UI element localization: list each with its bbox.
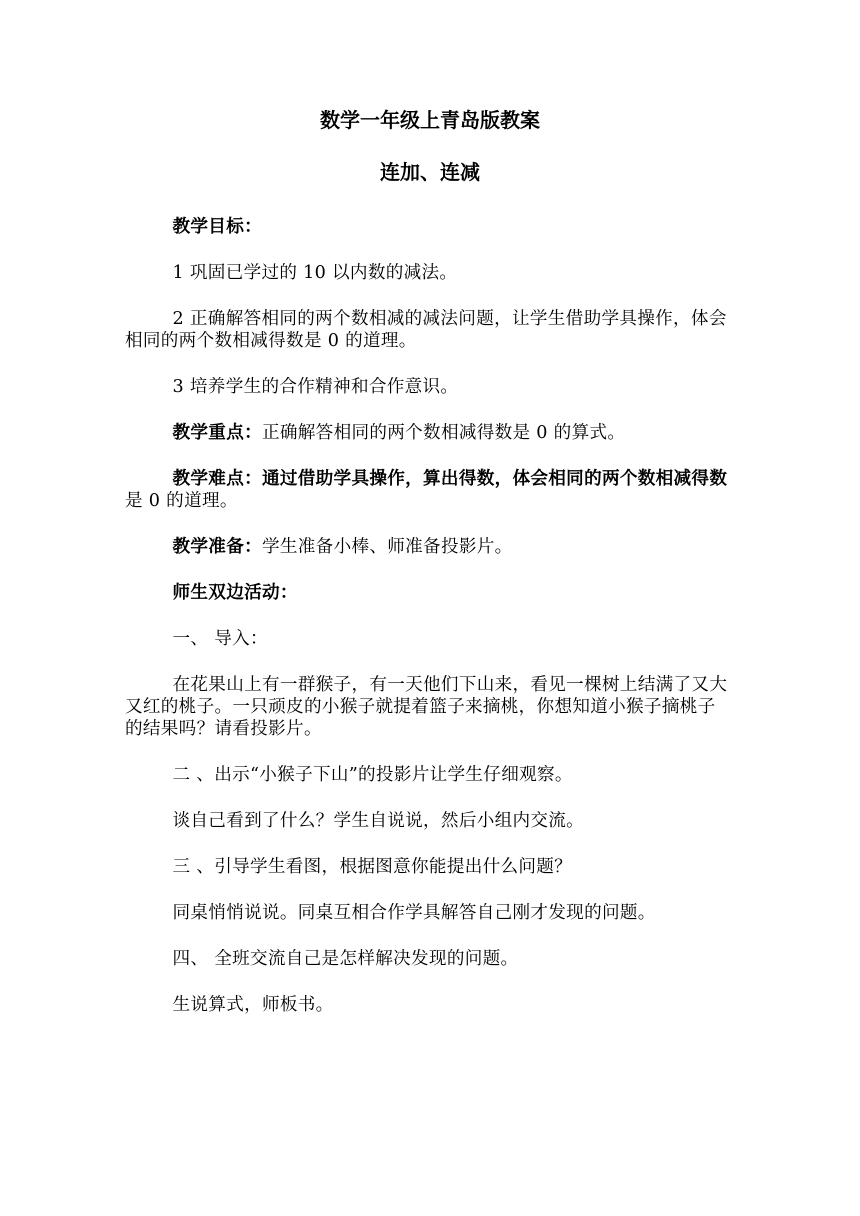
- paragraph-text: 一、 导入：: [172, 629, 268, 649]
- paragraph-step-4: [125, 936, 731, 982]
- paragraph-step-3: [125, 844, 731, 890]
- paragraph-label: 教学重点：: [172, 423, 262, 443]
- paragraph-discussion: [125, 798, 731, 844]
- paragraph-text: 3 培养学生的合作精神和合作意识。: [172, 377, 459, 397]
- paragraph-text: 同桌悄悄说说。同桌互相合作学具解答自己刚才发现的问题。: [172, 903, 656, 923]
- paragraph-goal-3: [125, 364, 731, 410]
- paragraph-text: 在花果山上有一群猴子，有一天他们下山来，看见一棵树上结满了又大又红的桃子。一只顽皮的小猴子就提着篮子来摘桃，你想知道小猴子摘桃子的结果吗？请看投影片。: [125, 675, 728, 739]
- paragraph-label: 教学目标：: [172, 217, 262, 237]
- paragraph-key-point: [125, 410, 731, 456]
- paragraph-label: 师生双边活动：: [172, 583, 298, 603]
- paragraph-text: 是 0 的道理。: [125, 491, 238, 511]
- paragraph-preparation: [125, 524, 731, 570]
- paragraph-text: 1 巩固已学过的 10 以内数的减法。: [172, 263, 458, 283]
- paragraph-goal-2: [125, 296, 731, 364]
- document-title: 数学一年级上青岛版教案: [320, 108, 540, 132]
- paragraph-board-work: [125, 982, 731, 1028]
- paragraph-step-1: [125, 616, 731, 662]
- paragraph-pair-work: [125, 890, 731, 936]
- paragraph-text: 正确解答相同的两个数相减得数是 0 的算式。: [262, 423, 626, 443]
- paragraph-label: 教学难点：通过借助学具操作，算出得数，体会相同的两个数相减得数: [172, 469, 728, 489]
- paragraph-text: 生说算式，师板书。: [172, 995, 334, 1015]
- paragraph-story: [125, 662, 731, 752]
- document-subtitle: 连加、连减: [380, 160, 480, 184]
- paragraph-goals-heading: [125, 204, 731, 250]
- paragraph-text: 谈自己看到了什么？学生自说说，然后小组内交流。: [172, 811, 585, 831]
- paragraph-step-2: [125, 752, 731, 798]
- paragraph-text: 学生准备小棒、师准备投影片。: [262, 537, 513, 557]
- paragraph-goal-1: [125, 250, 731, 296]
- paragraph-text: 二 、出示“小猴子下山”的投影片让学生仔细观察。: [172, 765, 573, 785]
- paragraph-difficulty: [125, 456, 731, 524]
- paragraph-activities-heading: [125, 570, 731, 616]
- document-body: [125, 204, 731, 1028]
- paragraph-label: 教学准备：: [172, 537, 262, 557]
- paragraph-text: 四、 全班交流自己是怎样解决发现的问题。: [172, 949, 519, 969]
- paragraph-text: 三 、引导学生看图，根据图意你能提出什么问题？: [172, 857, 573, 877]
- paragraph-text: 2 正确解答相同的两个数相减的减法问题，让学生借助学具操作，体会相同的两个数相减得数是 0 的道理。: [125, 309, 727, 351]
